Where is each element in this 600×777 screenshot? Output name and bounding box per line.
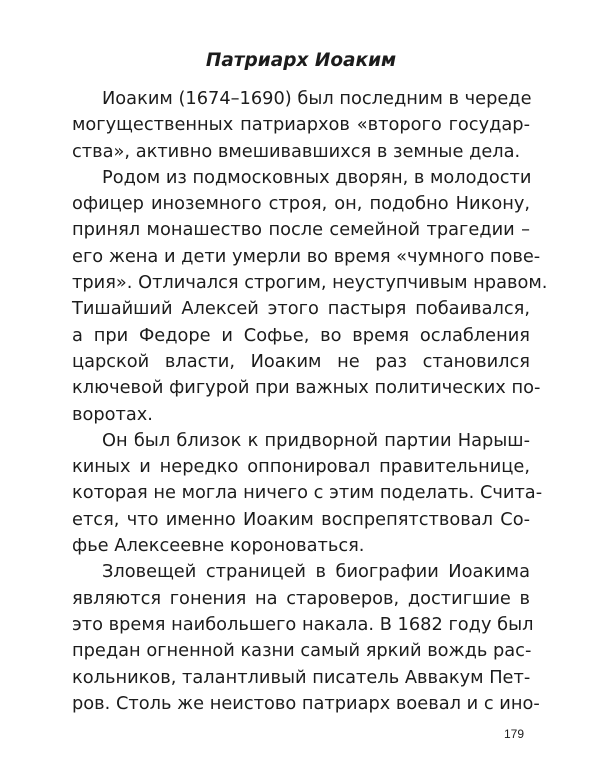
text-line: кольников, талантливый писатель Аввакум Пет- [72, 666, 531, 688]
text-line: его жена и дети умерли во время «чумного пове- [72, 245, 541, 267]
text-line: которая не могла ничего с этим поделать. Счита- [72, 482, 543, 504]
text-line: офицер иноземного строя, он, подобно Никону, [72, 193, 530, 215]
text-line: ров. Столь же неистово патриарх воевал и с ино- [72, 692, 540, 714]
paragraph [72, 86, 530, 165]
text-line: киных и нередко оппонировал правительнице, [72, 456, 530, 478]
text-line: а при Федоре и Софье, во время ослабления [72, 324, 530, 346]
text-line: предан огненной казни самый яркий вождь рас- [72, 640, 532, 662]
text-line: это время наибольшего накала. В 1682 году был [72, 613, 534, 635]
text-line: воротах. [72, 403, 153, 425]
text-line: могущественных патриархов «второго государ- [72, 114, 530, 136]
paragraph [72, 559, 540, 717]
text-line: Родом из подмосковных дворян, в молодости [102, 166, 532, 188]
chapter-title: Патриарх Иоаким [205, 50, 397, 71]
text-line: ства», активно вмешивавшихся в земные дела. [72, 140, 521, 162]
text-line: Он был близок к придворной партии Нарыш- [102, 429, 530, 451]
page-content [72, 48, 548, 717]
text-line: принял монашество после семейной трагедии – [72, 219, 530, 241]
page-number: 179 [504, 727, 525, 741]
paragraph [72, 165, 548, 428]
text-line: являются гонения на староверов, достигшие в [72, 587, 530, 609]
text-line: Тишайший Алексей этого пастыря побаивался, [72, 298, 530, 320]
paragraph [72, 428, 543, 559]
text-line: царской власти, Иоаким не раз становился [72, 350, 530, 372]
text-line: Зловещей страницей в биографии Иоакима [102, 561, 530, 583]
text-line: ется, что именно Иоаким воспрепятствовал Со- [72, 508, 530, 530]
text-line: трия». Отличался строгим, неуступчивым нравом. [72, 272, 548, 294]
text-line: ключевой фигурой при важных политических по- [72, 377, 541, 399]
text-line: фье Алексеевне короноваться. [72, 535, 365, 557]
text-line: Иоаким (1674–1690) был последним в череде [102, 88, 532, 109]
